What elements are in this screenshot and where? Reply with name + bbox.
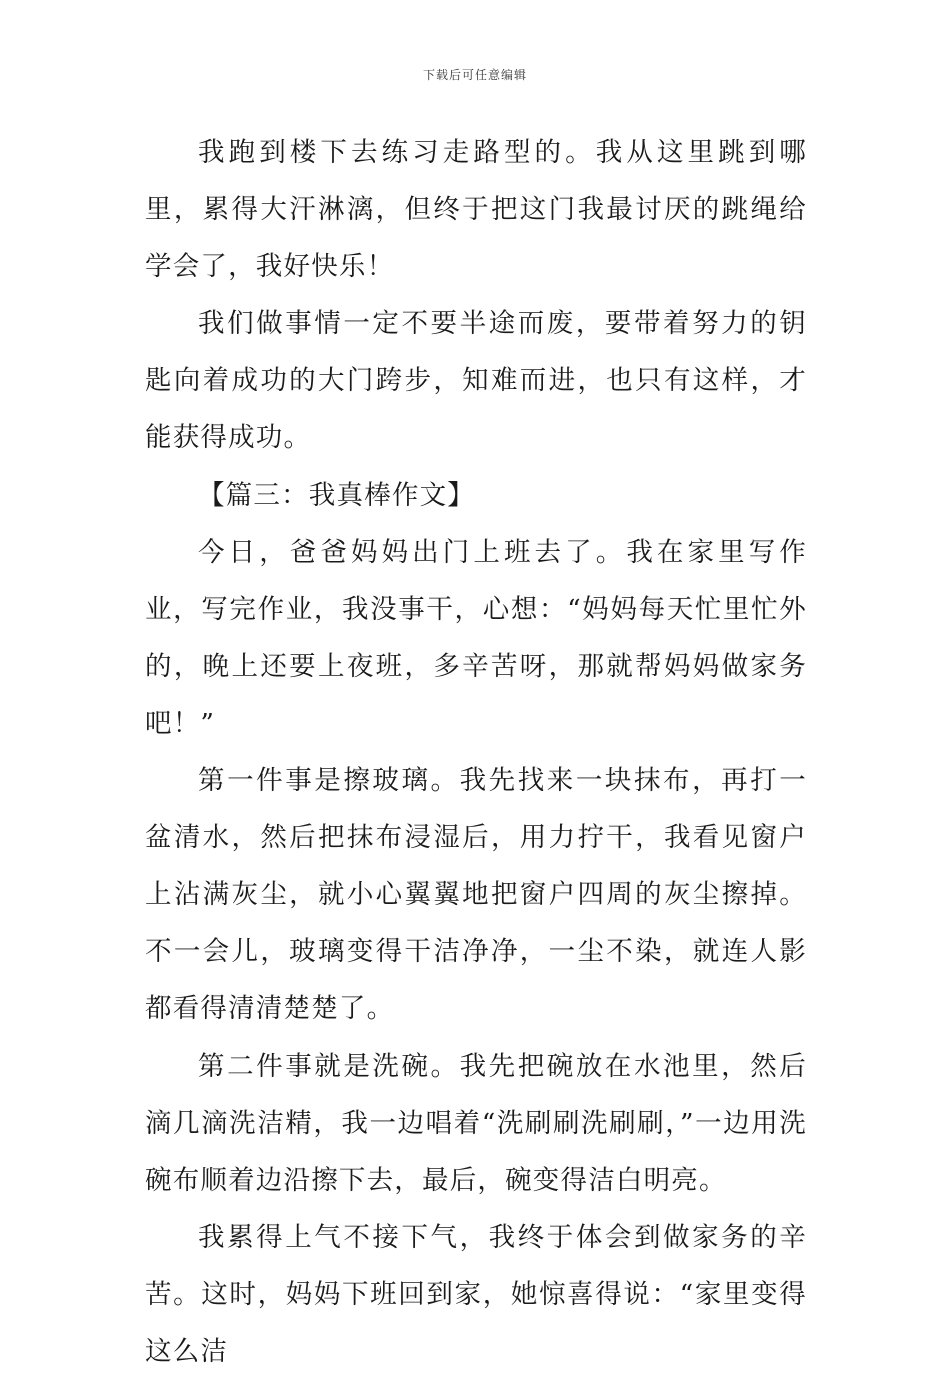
paragraph-2: 我们做事情一定不要半途而废，要带着努力的钥匙向着成功的大门跨步，知难而进，也只有这样，才能获得成功。: [145, 308, 807, 454]
paragraph-1: 我跑到楼下去练习走路型的。我从这里跳到哪里，累得大汗淋漓，但终于把这门我最讨厌的跳绳给学会了，我好快乐！: [145, 137, 807, 283]
document-body: [145, 124, 807, 1380]
section-heading: 【篇三：我真棒作文】: [198, 479, 475, 511]
paragraph-6: 我累得上气不接下气，我终于体会到做家务的辛苦。这时，妈妈下班回到家，她惊喜得说：“家里变得这么洁: [145, 1221, 807, 1367]
page-header-note: 下载后可任意编辑: [422, 68, 527, 82]
paragraph-4: 第一件事是擦玻璃。我先找来一块抹布，再打一盆清水，然后把抹布浸湿后，用力拧干，我看见窗户上沾满灰尘，就小心翼翼地把窗户四周的灰尘擦掉。不一会儿，玻璃变得干洁净净，一尘不染，就连人影都看得清清楚楚了。: [145, 765, 807, 1025]
paragraph-5: 第二件事就是洗碗。我先把碗放在水池里，然后滴几滴洗洁精，我一边唱着“洗刷刷洗刷刷，”一边用洗碗布顺着边沿擦下去，最后，碗变得洁白明亮。: [145, 1050, 807, 1196]
paragraph-3: 今日，爸爸妈妈出门上班去了。我在家里写作业，写完作业，我没事干，心想：“妈妈每天忙里忙外的，晚上还要上夜班，多辛苦呀，那就帮妈妈做家务吧！”: [145, 536, 807, 739]
